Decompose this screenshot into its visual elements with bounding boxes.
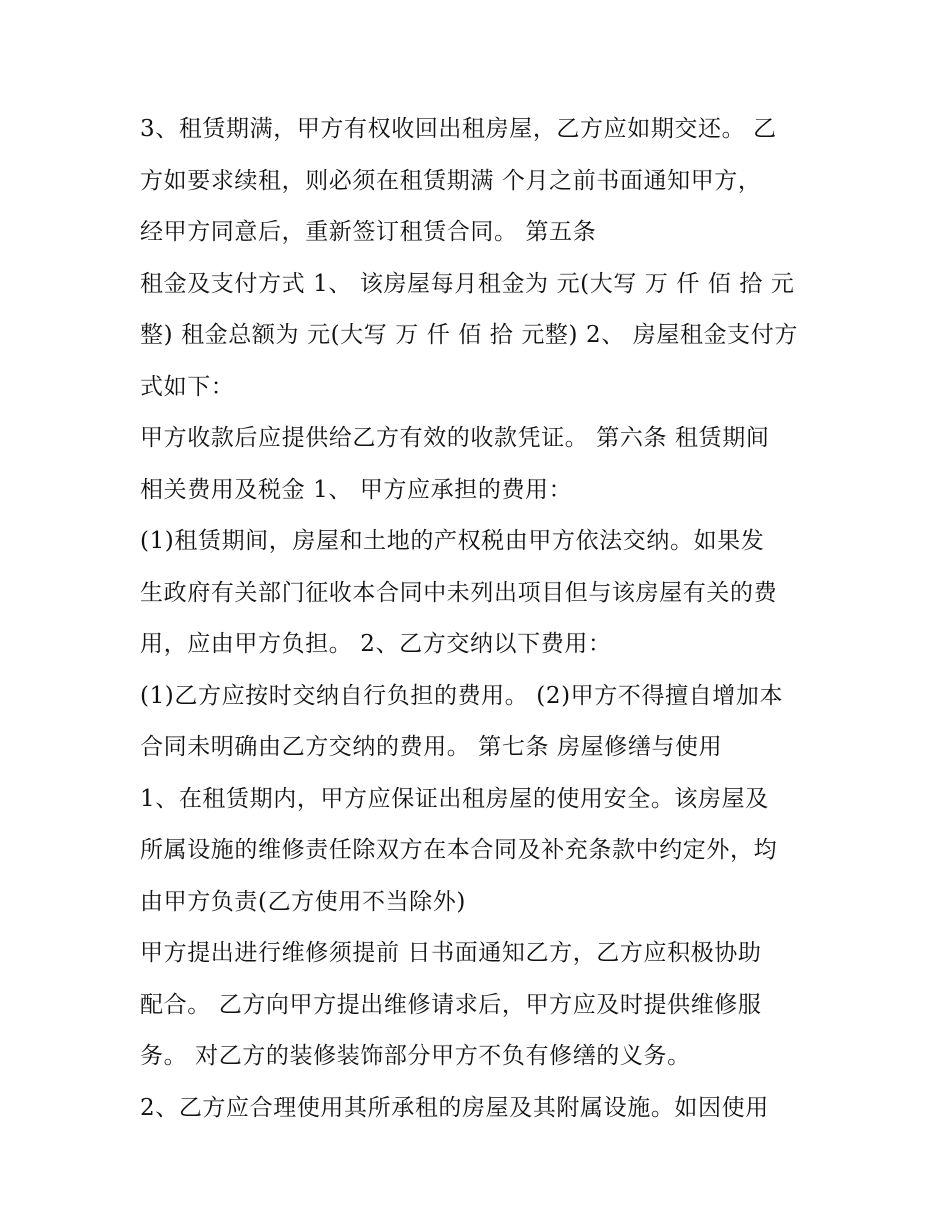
text-line-11: 用，应由甲方负担。 2、乙方交纳以下费用： [140, 631, 612, 657]
text-line-18: 配合。 乙方向甲方提出维修请求后，甲方应及时提供维修服 [140, 991, 762, 1018]
text-line-14: 1、在租赁期内，甲方应保证出租房屋的使用安全。该房屋及 [140, 785, 769, 812]
text-line-6: 式如下： [140, 373, 235, 400]
text-line-16: 由甲方负责(乙方使用不当除外) [140, 888, 466, 915]
text-line-13: 合同未明确由乙方交纳的费用。 第七条 房屋修缮与使用 [140, 734, 723, 760]
text-line-10: 生政府有关部门征收本合同中未列出项目但与该房屋有关的费 [140, 579, 778, 606]
contract-text-block [140, 104, 830, 1134]
text-line-20: 2、乙方应合理使用其所承租的房屋及其附属设施。如因使用 [140, 1094, 769, 1121]
text-line-9: (1)租赁期间，房屋和土地的产权税由甲方依法交纳。如果发 [140, 528, 765, 554]
text-line-2: 方如要求续租，则必须在租赁期满 个月之前书面通知甲方， [140, 167, 762, 194]
text-line-15: 所属设施的维修责任除双方在本合同及补充条款中约定外，均 [140, 837, 778, 863]
text-line-8: 相关费用及税金 1、 甲方应承担的费用： [140, 476, 573, 503]
text-line-17: 甲方提出进行维修须提前 日书面通知乙方，乙方应积极协助 [140, 940, 762, 966]
text-line-4: 租金及支付方式 1、 该房屋每月租金为 元(大写 万 仟 佰 拾 元 [140, 270, 795, 297]
text-line-19: 务。 对乙方的装修装饰部分甲方不负有修缮的义务。 [140, 1043, 691, 1069]
text-line-12: (1)乙方应按时交纳自行负担的费用。 (2)甲方不得擅自增加本 [140, 682, 784, 709]
text-line-7: 甲方收款后应提供给乙方有效的收款凭证。 第六条 租赁期间 [140, 425, 770, 451]
text-line-3: 经甲方同意后，重新签订租赁合同。 第五条 [140, 219, 597, 245]
text-line-5: 整) 租金总额为 元(大写 万 仟 佰 拾 元整) 2、 房屋租金支付方 [140, 322, 798, 348]
text-line-1: 3、租赁期满，甲方有权收回出租房屋，乙方应如期交还。 乙 [140, 116, 777, 142]
